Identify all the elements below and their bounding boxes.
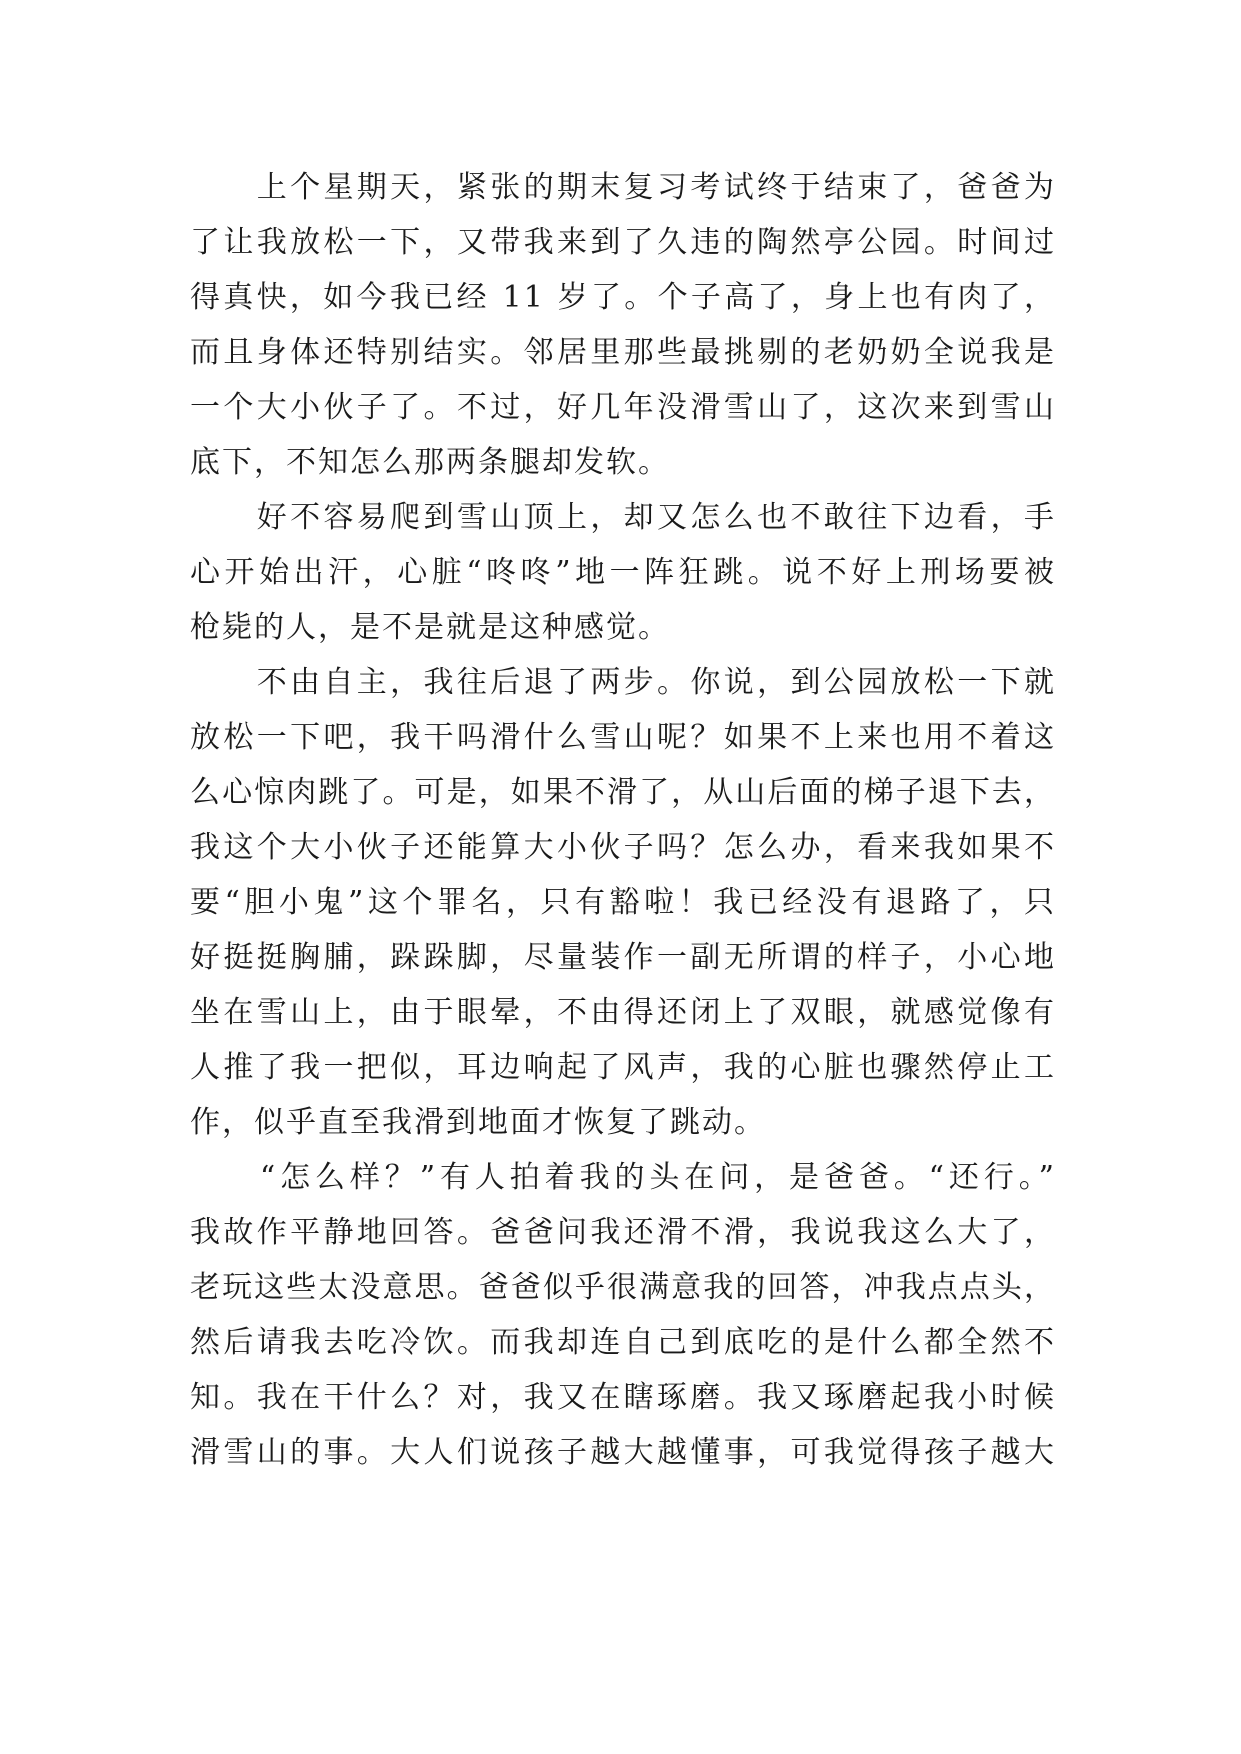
- text-line: 好不容易爬到雪山顶上，却又怎么也不敢往下边看，手: [190, 500, 1056, 535]
- text-line: 我故作平静地回答。爸爸问我还滑不滑，我说我这么大了，: [190, 1215, 1056, 1250]
- text-line: 底下，不知怎么那两条腿却发软。: [190, 445, 670, 480]
- text-line: 作，似乎直至我滑到地面才恢复了跳动。: [190, 1105, 766, 1140]
- text-line: 好挺挺胸脯，跺跺脚，尽量装作一副无所谓的样子，小心地: [190, 940, 1056, 975]
- text-line: “怎么样？”有人拍着我的头在问，是爸爸。“还行。”: [190, 1160, 1056, 1195]
- text-line: 枪毙的人，是不是就是这种感觉。: [190, 610, 670, 645]
- text-line: 一个大小伙子了。不过，好几年没滑雪山了，这次来到雪山: [190, 390, 1056, 425]
- text-line: 放松一下吧，我干吗滑什么雪山呢？如果不上来也用不着这: [190, 720, 1056, 755]
- text-line: 心开始出汗，心脏“咚咚”地一阵狂跳。说不好上刑场要被: [190, 555, 1056, 590]
- text-line: 滑雪山的事。大人们说孩子越大越懂事，可我觉得孩子越大: [190, 1435, 1056, 1470]
- text-line: 然后请我去吃冷饮。而我却连自己到底吃的是什么都全然不: [190, 1325, 1056, 1360]
- text-line: 我这个大小伙子还能算大小伙子吗？怎么办，看来我如果不: [190, 830, 1056, 865]
- text-line: 人推了我一把似，耳边响起了风声，我的心脏也骤然停止工: [190, 1050, 1056, 1085]
- text-line: 要“胆小鬼”这个罪名，只有豁啦！我已经没有退路了，只: [190, 885, 1056, 920]
- text-line: 了让我放松一下，又带我来到了久违的陶然亭公园。时间过: [190, 225, 1056, 260]
- text-line: 上个星期天，紧张的期末复习考试终于结束了，爸爸为: [190, 170, 1056, 205]
- text-line: 坐在雪山上，由于眼晕，不由得还闭上了双眼，就感觉像有: [190, 995, 1056, 1030]
- text-line: 知。我在干什么？对，我又在瞎琢磨。我又琢磨起我小时候: [190, 1380, 1056, 1415]
- text-line: 老玩这些太没意思。爸爸似乎很满意我的回答，冲我点点头，: [190, 1270, 1056, 1305]
- text-line: 么心惊肉跳了。可是，如果不滑了，从山后面的梯子退下去，: [190, 775, 1056, 810]
- text-line: 得真快，如今我已经 11 岁了。个子高了，身上也有肉了，: [190, 280, 1056, 315]
- essay-body: [190, 160, 1056, 1480]
- text-line: 不由自主，我往后退了两步。你说，到公园放松一下就: [190, 665, 1056, 700]
- text-line: 而且身体还特别结实。邻居里那些最挑剔的老奶奶全说我是: [190, 335, 1056, 370]
